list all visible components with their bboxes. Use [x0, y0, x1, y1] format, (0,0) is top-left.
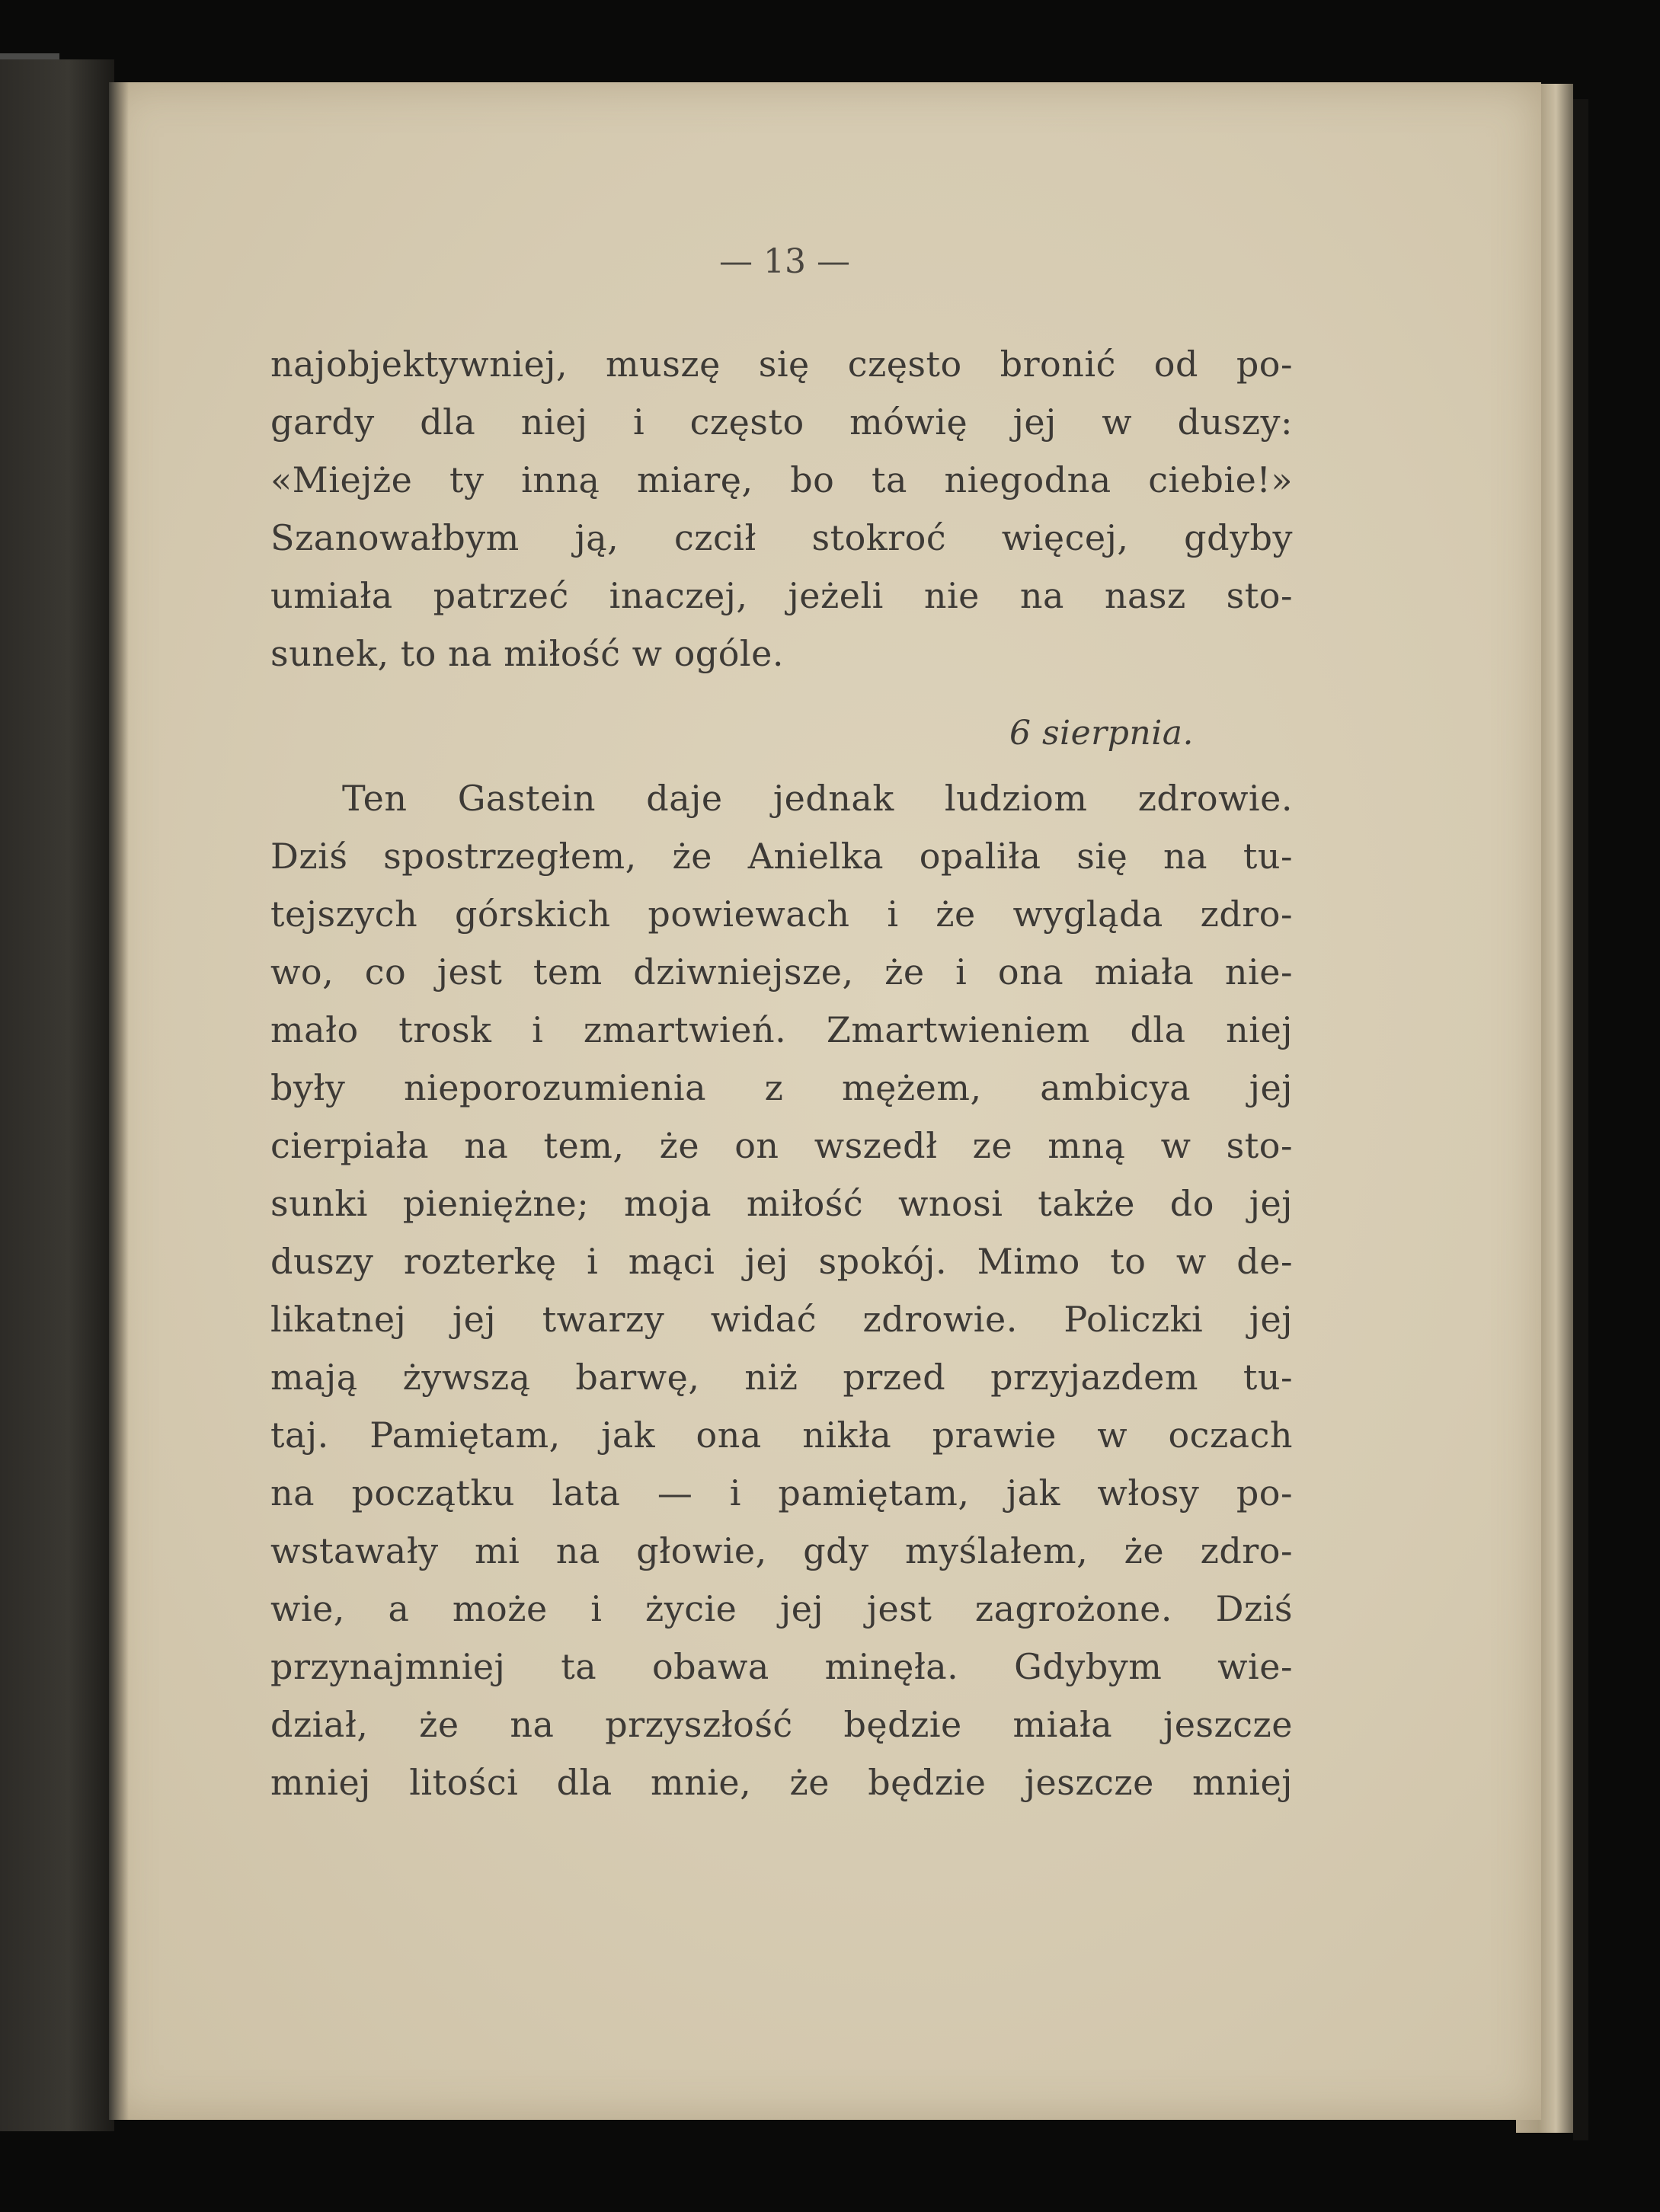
text-line: najobjektywniej, muszę się często bronić od po- — [270, 344, 1293, 385]
text-line: wstawały mi na głowie, gdy myślałem, że zdro- — [270, 1530, 1293, 1571]
text-line: mają żywszą barwę, niż przed przyjazdem tu- — [270, 1357, 1293, 1398]
text-line: taj. Pamiętam, jak ona nikła prawie w oczach — [270, 1414, 1293, 1456]
text-line: umiała patrzeć inaczej, jeżeli nie na nasz sto- — [270, 575, 1293, 616]
book-cover-edge — [0, 59, 114, 2131]
text-line: Ten Gastein daje jednak ludziom zdrowie. — [342, 778, 1293, 819]
text-line: cierpiała na tem, że on wszedł ze mną w sto- — [270, 1125, 1293, 1166]
text-line: duszy rozterkę i mąci jej spokój. Mimo to w de- — [270, 1241, 1293, 1282]
text-line: przynajmniej ta obawa minęła. Gdybym wie- — [270, 1646, 1293, 1687]
text-line: były nieporozumienia z mężem, ambicya jej — [270, 1067, 1293, 1108]
page-number: — 13 — — [719, 242, 850, 281]
date-heading: 6 sierpnia. — [1009, 714, 1194, 753]
text-line: wie, a może i życie jej jest zagrożone. Dziś — [270, 1588, 1293, 1629]
text-line: na początku lata — i pamiętam, jak włosy po- — [270, 1472, 1293, 1514]
text-line: Szanowałbym ją, czcił stokroć więcej, gdyby — [270, 517, 1293, 558]
text-line: sunek, to na miłość w ogóle. — [270, 633, 784, 674]
text-line: wo, co jest tem dziwniejsze, że i ona miała nie- — [270, 951, 1293, 993]
text-line: «Miejże ty inną miarę, bo ta niegodna ciebie!» — [270, 459, 1293, 500]
text-line: tejszych górskich powiewach i że wygląda zdro- — [270, 893, 1293, 935]
text-line: dział, że na przyszłość będzie miała jeszcze — [270, 1704, 1293, 1745]
paragraph-2 — [270, 769, 1293, 1811]
page-text — [270, 335, 1293, 1811]
text-line: Dziś spostrzegłem, że Anielka opaliła się na tu- — [270, 836, 1293, 877]
binding-edge-right — [1573, 99, 1588, 2140]
text-line: mniej litości dla mnie, że będzie jeszcze mniej — [270, 1762, 1293, 1803]
text-line: mało trosk i zmartwień. Zmartwieniem dla niej — [270, 1009, 1293, 1050]
page-gutter — [109, 82, 129, 2120]
text-line: gardy dla niej i często mówię jej w duszy: — [270, 401, 1293, 443]
text-line: sunki pieniężne; moja miłość wnosi także do jej — [270, 1183, 1293, 1224]
paragraph-1 — [270, 335, 1293, 682]
text-line: likatnej jej twarzy widać zdrowie. Policzki jej — [270, 1299, 1293, 1340]
